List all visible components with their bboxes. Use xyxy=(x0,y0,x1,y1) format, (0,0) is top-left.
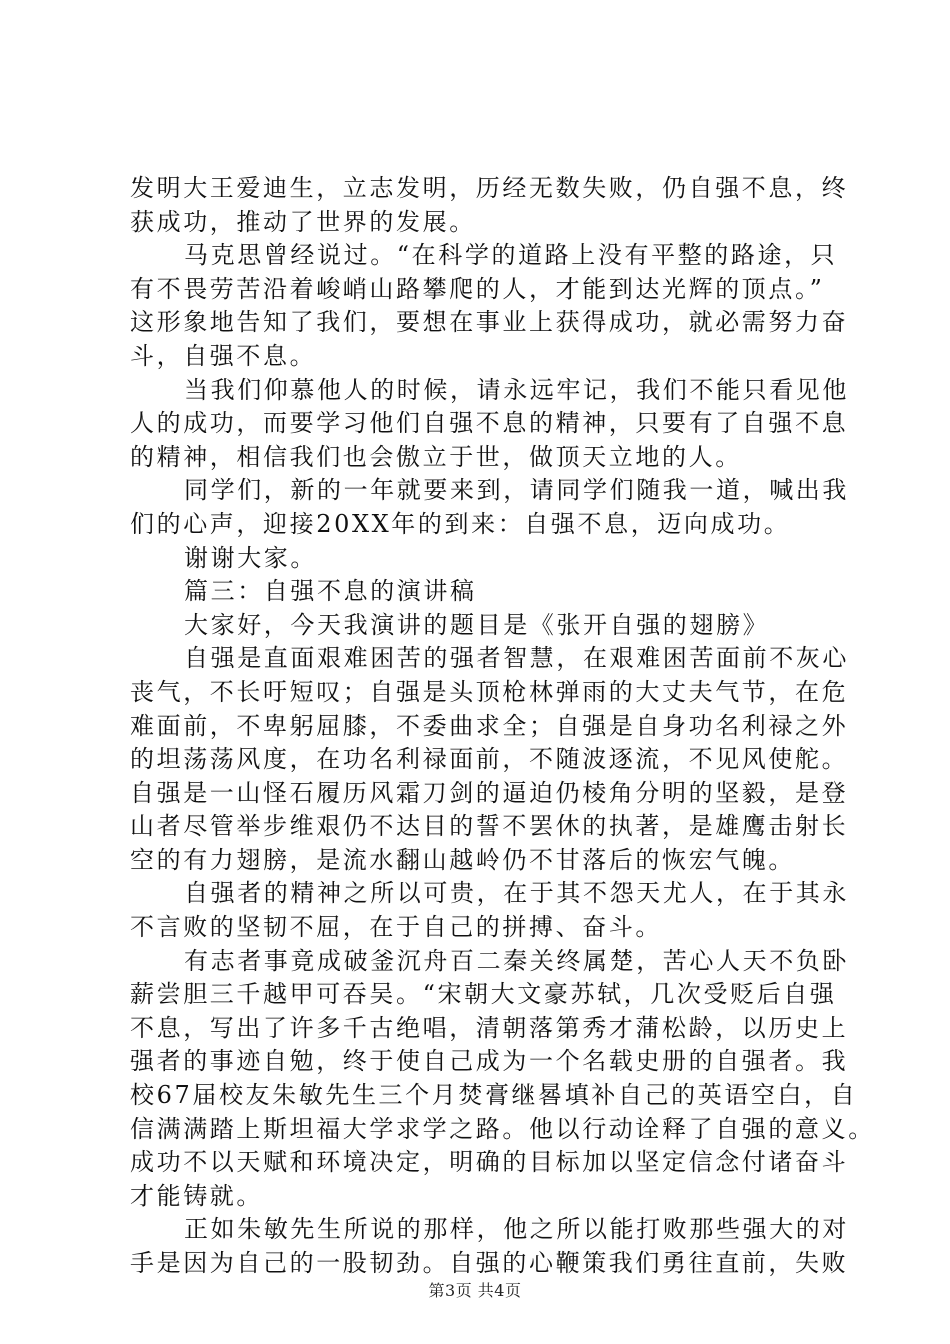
text-line: 大家好，今天我演讲的题目是《张开自强的翅膀》 xyxy=(184,610,770,639)
text-line: 校67届校友朱敏先生三个月焚膏继晷填补自己的英语空白，自 xyxy=(130,1081,858,1110)
text-line: 难面前，不卑躬屈膝，不委曲求全；自强是自身功名利禄之外 xyxy=(130,711,849,740)
text-line: 篇三：自强不息的演讲稿 xyxy=(184,577,477,606)
text-line: 有不畏劳苦沿着峻峭山路攀爬的人，才能到达光辉的顶点。” xyxy=(130,274,825,303)
text-line: 获成功，推动了世界的发展。 xyxy=(130,207,476,236)
text-line: 当我们仰慕他人的时候，请永远牢记，我们不能只看见他 xyxy=(184,375,849,404)
text-line: 同学们，新的一年就要来到，请同学们随我一道，喊出我 xyxy=(184,476,849,505)
text-line: 人的成功，而要学习他们自强不息的精神，只要有了自强不息 xyxy=(130,409,849,438)
text-line: 不言败的坚韧不屈，在于自己的拼搏、奋斗。 xyxy=(130,913,662,942)
text-line: 才能铸就。 xyxy=(130,1181,263,1210)
text-line: 不息，写出了许多千古绝唱，清朝落第秀才蒲松龄，以历史上 xyxy=(130,1013,849,1042)
text-line: 信满满踏上斯坦福大学求学之路。他以行动诠释了自强的意义。 xyxy=(130,1114,875,1143)
document-body xyxy=(130,172,875,1281)
text-line: 这形象地告知了我们，要想在事业上获得成功，就必需努力奋 xyxy=(130,308,849,337)
text-line: 强者的事迹自勉，终于使自己成为一个名载史册的自强者。我 xyxy=(130,1047,849,1076)
text-line: 正如朱敏先生所说的那样，他之所以能打败那些强大的对 xyxy=(184,1215,849,1244)
page-number-footer: 第3页 共4页 xyxy=(428,1281,522,1300)
text-line: 山者尽管举步维艰仍不达目的誓不罢休的执著，是雄鹰击射长 xyxy=(130,812,849,841)
text-line: 的精神，相信我们也会傲立于世，做顶天立地的人。 xyxy=(130,442,742,471)
text-line: 丧气，不长吁短叹；自强是头顶枪林弹雨的大丈夫气节，在危 xyxy=(130,677,849,706)
text-line: 谢谢大家。 xyxy=(184,543,317,572)
text-line: 马克思曾经说过。“在科学的道路上没有平整的路途，只 xyxy=(184,241,838,270)
text-line: 自强是直面艰难困苦的强者智慧，在艰难困苦面前不灰心 xyxy=(184,644,849,673)
text-line: 的坦荡荡风度，在功名利禄面前，不随波逐流，不见风使舵。 xyxy=(130,745,849,774)
text-line: 成功不以天赋和环境决定，明确的目标加以坚定信念付诸奋斗 xyxy=(130,1148,849,1177)
text-line: 手是因为自己的一股韧劲。自强的心鞭策我们勇往直前，失败 xyxy=(130,1249,849,1277)
text-line: 薪尝胆三千越甲可吞吴。“宋朝大文豪苏轼，几次受贬后自强 xyxy=(130,980,837,1009)
text-line: 发明大王爱迪生，立志发明，历经无数失败，仍自强不息，终 xyxy=(130,174,849,202)
text-line: 有志者事竟成破釜沉舟百二秦关终属楚，苦心人天不负卧 xyxy=(184,946,849,975)
text-line: 空的有力翅膀，是流水翻山越岭仍不甘落后的恢宏气魄。 xyxy=(130,845,795,874)
text-line: 自强者的精神之所以可贵，在于其不怨天尤人，在于其永 xyxy=(184,879,849,908)
text-line: 自强是一山怪石履历风霜刀剑的逼迫仍棱角分明的坚毅，是登 xyxy=(130,778,849,807)
text-line: 们的心声，迎接20XX年的到来：自强不息，迈向成功。 xyxy=(130,509,791,538)
text-line: 斗，自强不息。 xyxy=(130,341,317,370)
